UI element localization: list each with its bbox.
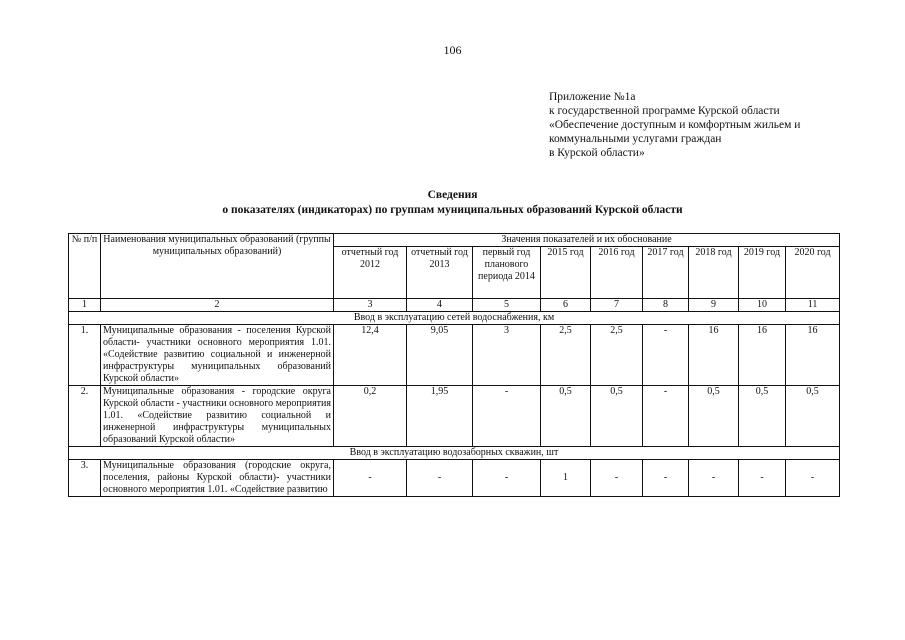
header-year: отчетный год 2012	[334, 247, 407, 299]
column-number: 7	[591, 299, 643, 312]
row-value: 12,4	[334, 325, 407, 386]
row-value: 0,5	[739, 386, 786, 447]
column-number: 6	[541, 299, 591, 312]
row-value: -	[643, 386, 689, 447]
header-year: 2017 год	[643, 247, 689, 299]
row-value: 0,2	[334, 386, 407, 447]
table-row	[69, 460, 840, 497]
appendix-line-4: коммунальными услугами граждан	[549, 133, 722, 145]
row-value: -	[591, 460, 643, 497]
row-value: -	[643, 325, 689, 386]
appendix-line-2: к государственной программе Курской области	[549, 105, 780, 117]
row-value: 2,5	[541, 325, 591, 386]
page-number: 106	[443, 43, 462, 57]
row-value: 16	[689, 325, 739, 386]
column-numbers-row	[69, 299, 840, 312]
row-number: 2.	[69, 386, 101, 447]
row-name: Муниципальные образования - городские округа Курской области - участники основного мероприятия 1.01. «Содействие развитию социальной и инженерной инфраструктуры муниципальных образований Курской области»	[101, 386, 334, 447]
table-row	[69, 325, 840, 386]
header-year: 2015 год	[541, 247, 591, 299]
row-value: -	[786, 460, 840, 497]
column-number: 1	[69, 299, 101, 312]
row-value: 0,5	[541, 386, 591, 447]
column-number: 5	[473, 299, 541, 312]
header-values: Значения показателей и их обоснование	[334, 234, 840, 247]
row-value: -	[739, 460, 786, 497]
row-name: Муниципальные образования (городские округа, поселения, районы Курской области)- участники основного мероприятия 1.01. «Содействие развитию	[101, 460, 334, 497]
header-row-1	[69, 234, 840, 247]
section-row	[69, 312, 840, 325]
row-name: Муниципальные образования - поселения Курской области- участники основного мероприятия 1.01. «Содействие развитию социальной и инженерной инфраструктуры муниципальных образований Курской области»	[101, 325, 334, 386]
row-value: 0,5	[689, 386, 739, 447]
row-value: 1,95	[407, 386, 473, 447]
column-number: 2	[101, 299, 334, 312]
header-year: отчетный год 2013	[407, 247, 473, 299]
header-year: первый год планового периода 2014	[473, 247, 541, 299]
column-number: 9	[689, 299, 739, 312]
appendix-line-5: в Курской области»	[549, 147, 645, 159]
section-row	[69, 447, 840, 460]
column-number: 10	[739, 299, 786, 312]
column-number: 3	[334, 299, 407, 312]
header-num: № п/п	[69, 234, 101, 299]
appendix-line-1: Приложение №1а	[549, 91, 636, 103]
column-number: 4	[407, 299, 473, 312]
appendix-block	[549, 90, 800, 160]
row-value: 16	[786, 325, 840, 386]
header-year: 2018 год	[689, 247, 739, 299]
row-value: -	[473, 386, 541, 447]
header-year: 2019 год	[739, 247, 786, 299]
appendix-line-3: «Обеспечение доступным и комфортным жильем и	[549, 119, 801, 131]
row-value: 0,5	[786, 386, 840, 447]
section-title: Ввод в эксплуатацию водозаборных скважин, шт	[69, 447, 840, 460]
header-name: Наименования муниципальных образований (группы муниципальных образований)	[101, 234, 334, 299]
title-line-1: Сведения	[427, 189, 478, 201]
row-value: -	[407, 460, 473, 497]
header-year: 2016 год	[591, 247, 643, 299]
row-number: 3.	[69, 460, 101, 497]
row-value: 2,5	[591, 325, 643, 386]
row-value: 0,5	[591, 386, 643, 447]
row-value: -	[689, 460, 739, 497]
table-row	[69, 386, 840, 447]
row-value: 16	[739, 325, 786, 386]
column-number: 11	[786, 299, 840, 312]
title-line-2: о показателях (индикаторах) по группам муниципальных образований Курской области	[222, 204, 683, 216]
row-value: 1	[541, 460, 591, 497]
row-value: -	[334, 460, 407, 497]
header-year: 2020 год	[786, 247, 840, 299]
row-value: 9,05	[407, 325, 473, 386]
row-value: -	[473, 460, 541, 497]
document-title	[0, 188, 905, 218]
section-title: Ввод в эксплуатацию сетей водоснабжения, км	[69, 312, 840, 325]
row-number: 1.	[69, 325, 101, 386]
row-value: -	[643, 460, 689, 497]
indicators-table	[68, 233, 840, 497]
row-value: 3	[473, 325, 541, 386]
column-number: 8	[643, 299, 689, 312]
